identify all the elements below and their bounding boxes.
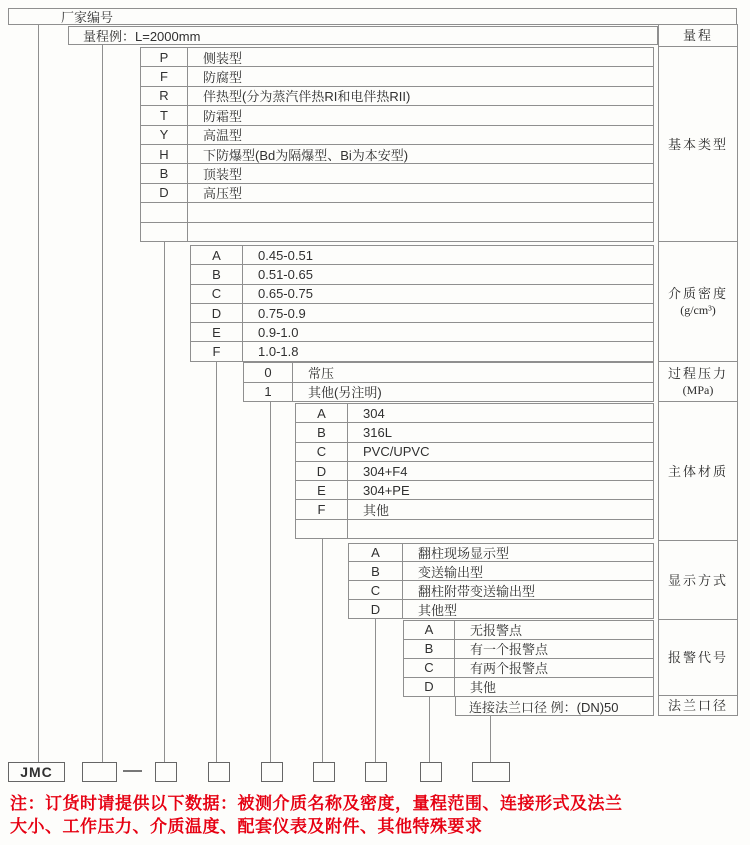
code-cell: A <box>295 403 348 423</box>
code-cell: B <box>348 561 403 581</box>
connector-material <box>322 538 323 762</box>
table-row <box>140 125 654 145</box>
code-cell: 0 <box>243 362 293 383</box>
table-row <box>403 658 654 678</box>
desc-cell: 高压型 <box>187 183 654 203</box>
table-row <box>348 580 654 600</box>
model-code-box-density <box>208 762 230 782</box>
model-code-box-alarm <box>420 762 442 782</box>
desc-cell: 伴热型(分为蒸汽伴热RI和电伴热RII) <box>187 86 654 106</box>
section-process-pressure <box>243 362 654 402</box>
connector-alarm <box>429 696 430 762</box>
table-row <box>403 677 654 697</box>
label-body-material: 主体材质 <box>658 401 738 541</box>
table-row <box>190 245 654 265</box>
table-row <box>140 47 654 67</box>
table-row <box>140 66 654 86</box>
table-row <box>140 86 654 106</box>
code-cell: D <box>295 461 348 481</box>
desc-cell: 0.9-1.0 <box>242 322 654 342</box>
label-medium-density: 介质密度 (g/cm³) <box>658 241 738 362</box>
model-code-box-pressure <box>261 762 283 782</box>
table-row <box>140 105 654 125</box>
table-row <box>140 222 654 242</box>
code-cell: C <box>348 580 403 600</box>
connector-flange <box>490 715 491 762</box>
table-row <box>295 461 654 481</box>
ordering-note-line2: 大小、工作压力、介质温度、配套仪表及附件、其他特殊要求 <box>10 817 483 836</box>
table-row <box>190 284 654 304</box>
desc-cell: 304+PE <box>347 480 654 500</box>
connector-basic-type <box>164 242 165 762</box>
code-cell: P <box>140 47 188 67</box>
code-cell: F <box>295 499 348 519</box>
desc-cell: 有一个报警点 <box>454 639 654 659</box>
table-row <box>190 303 654 323</box>
code-cell: A <box>190 245 243 265</box>
code-cell: A <box>348 543 403 563</box>
code-cell: Y <box>140 125 188 145</box>
label-basic-type: 基本类型 <box>658 46 738 242</box>
section-alarm-code <box>403 620 654 697</box>
label-display-mode: 显示方式 <box>658 540 738 620</box>
desc-cell: 其他 <box>347 499 654 519</box>
section-flange-size <box>455 696 654 716</box>
model-code-box-display <box>365 762 387 782</box>
code-cell: B <box>190 264 243 284</box>
desc-cell: 无报警点 <box>454 620 654 640</box>
label-process-pressure: 过程压力 (MPa) <box>658 361 738 402</box>
connector-manufacturer <box>38 25 39 762</box>
desc-cell: 1.0-1.8 <box>242 341 654 361</box>
desc-cell: 316L <box>347 422 654 442</box>
code-cell: D <box>190 303 243 323</box>
desc-cell: 防霜型 <box>187 105 654 125</box>
section-body-material <box>295 403 654 539</box>
label-alarm-code: 报警代号 <box>658 619 738 696</box>
desc-cell: 翻柱附带变送输出型 <box>402 580 654 600</box>
ordering-note-line1: 注：订货时请提供以下数据：被测介质名称及密度，量程范围、连接形式及法兰 <box>10 794 623 813</box>
range-example-box <box>68 26 658 45</box>
code-cell: B <box>295 422 348 442</box>
model-code-dash <box>123 770 142 772</box>
code-cell: D <box>348 599 403 619</box>
desc-cell: 其他(另注明) <box>292 382 654 403</box>
desc-cell: 常压 <box>292 362 654 383</box>
table-row <box>403 639 654 659</box>
code-cell: F <box>190 341 243 361</box>
model-code-box-flange <box>472 762 510 782</box>
desc-cell: 变送输出型 <box>402 561 654 581</box>
table-row <box>140 163 654 183</box>
table-row <box>455 696 654 716</box>
manufacturer-number-box <box>8 8 737 25</box>
label-flange-size: 法兰口径 <box>658 695 738 716</box>
code-cell <box>295 519 348 539</box>
table-row <box>243 362 654 383</box>
code-cell: C <box>190 284 243 304</box>
desc-cell <box>187 202 654 222</box>
model-code-box-basic-type <box>155 762 177 782</box>
desc-cell: 连接法兰口径 例：(DN)50 <box>455 696 654 716</box>
code-cell: D <box>403 677 455 697</box>
table-row <box>295 422 654 442</box>
table-row <box>348 599 654 619</box>
label-range: 量程 <box>658 24 738 47</box>
desc-cell: PVC/UPVC <box>347 442 654 462</box>
code-cell: A <box>403 620 455 640</box>
table-row <box>190 341 654 361</box>
code-cell <box>140 222 188 242</box>
code-cell: D <box>140 183 188 203</box>
table-row <box>140 183 654 203</box>
desc-cell: 翻柱现场显示型 <box>402 543 654 563</box>
manufacturer-number-label: 厂家编号 <box>61 10 114 25</box>
ordering-note <box>10 792 746 838</box>
desc-cell: 顶装型 <box>187 163 654 183</box>
desc-cell <box>187 222 654 242</box>
table-row <box>243 382 654 403</box>
code-cell: B <box>140 163 188 183</box>
table-row <box>403 620 654 640</box>
code-cell: B <box>403 639 455 659</box>
code-cell <box>140 202 188 222</box>
section-basic-type <box>140 47 654 242</box>
category-label-column <box>658 24 738 716</box>
desc-cell: 侧装型 <box>187 47 654 67</box>
range-example-text: 量程例：L=2000mm <box>83 29 201 44</box>
table-row <box>348 543 654 563</box>
desc-cell: 304 <box>347 403 654 423</box>
connector-density <box>216 361 217 762</box>
connector-range <box>102 45 103 762</box>
model-code-box-material <box>313 762 335 782</box>
desc-cell: 其他 <box>454 677 654 697</box>
section-medium-density <box>190 245 654 362</box>
desc-cell: 下防爆型(Bd为隔爆型、Bi为本安型) <box>187 144 654 164</box>
model-code-box-range <box>82 762 117 782</box>
desc-cell: 0.65-0.75 <box>242 284 654 304</box>
code-cell: E <box>295 480 348 500</box>
desc-cell <box>347 519 654 539</box>
desc-cell: 高温型 <box>187 125 654 145</box>
table-row <box>295 519 654 539</box>
code-cell: 1 <box>243 382 293 403</box>
desc-cell: 0.75-0.9 <box>242 303 654 323</box>
desc-cell: 有两个报警点 <box>454 658 654 678</box>
desc-cell: 0.45-0.51 <box>242 245 654 265</box>
table-row <box>295 403 654 423</box>
code-cell: C <box>403 658 455 678</box>
table-row <box>140 144 654 164</box>
section-display-mode <box>348 543 654 620</box>
connector-display <box>375 619 376 762</box>
code-cell: T <box>140 105 188 125</box>
desc-cell: 0.51-0.65 <box>242 264 654 284</box>
code-cell: H <box>140 144 188 164</box>
desc-cell: 304+F4 <box>347 461 654 481</box>
desc-cell: 其他型 <box>402 599 654 619</box>
code-cell: F <box>140 66 188 86</box>
table-row <box>348 561 654 581</box>
table-row <box>190 264 654 284</box>
table-row <box>295 499 654 519</box>
code-cell: E <box>190 322 243 342</box>
table-row <box>190 322 654 342</box>
code-cell: R <box>140 86 188 106</box>
code-cell: C <box>295 442 348 462</box>
connector-pressure <box>270 401 271 762</box>
table-row <box>295 480 654 500</box>
table-row <box>140 202 654 222</box>
desc-cell: 防腐型 <box>187 66 654 86</box>
table-row <box>295 442 654 462</box>
model-prefix-box: JMC <box>8 762 65 782</box>
